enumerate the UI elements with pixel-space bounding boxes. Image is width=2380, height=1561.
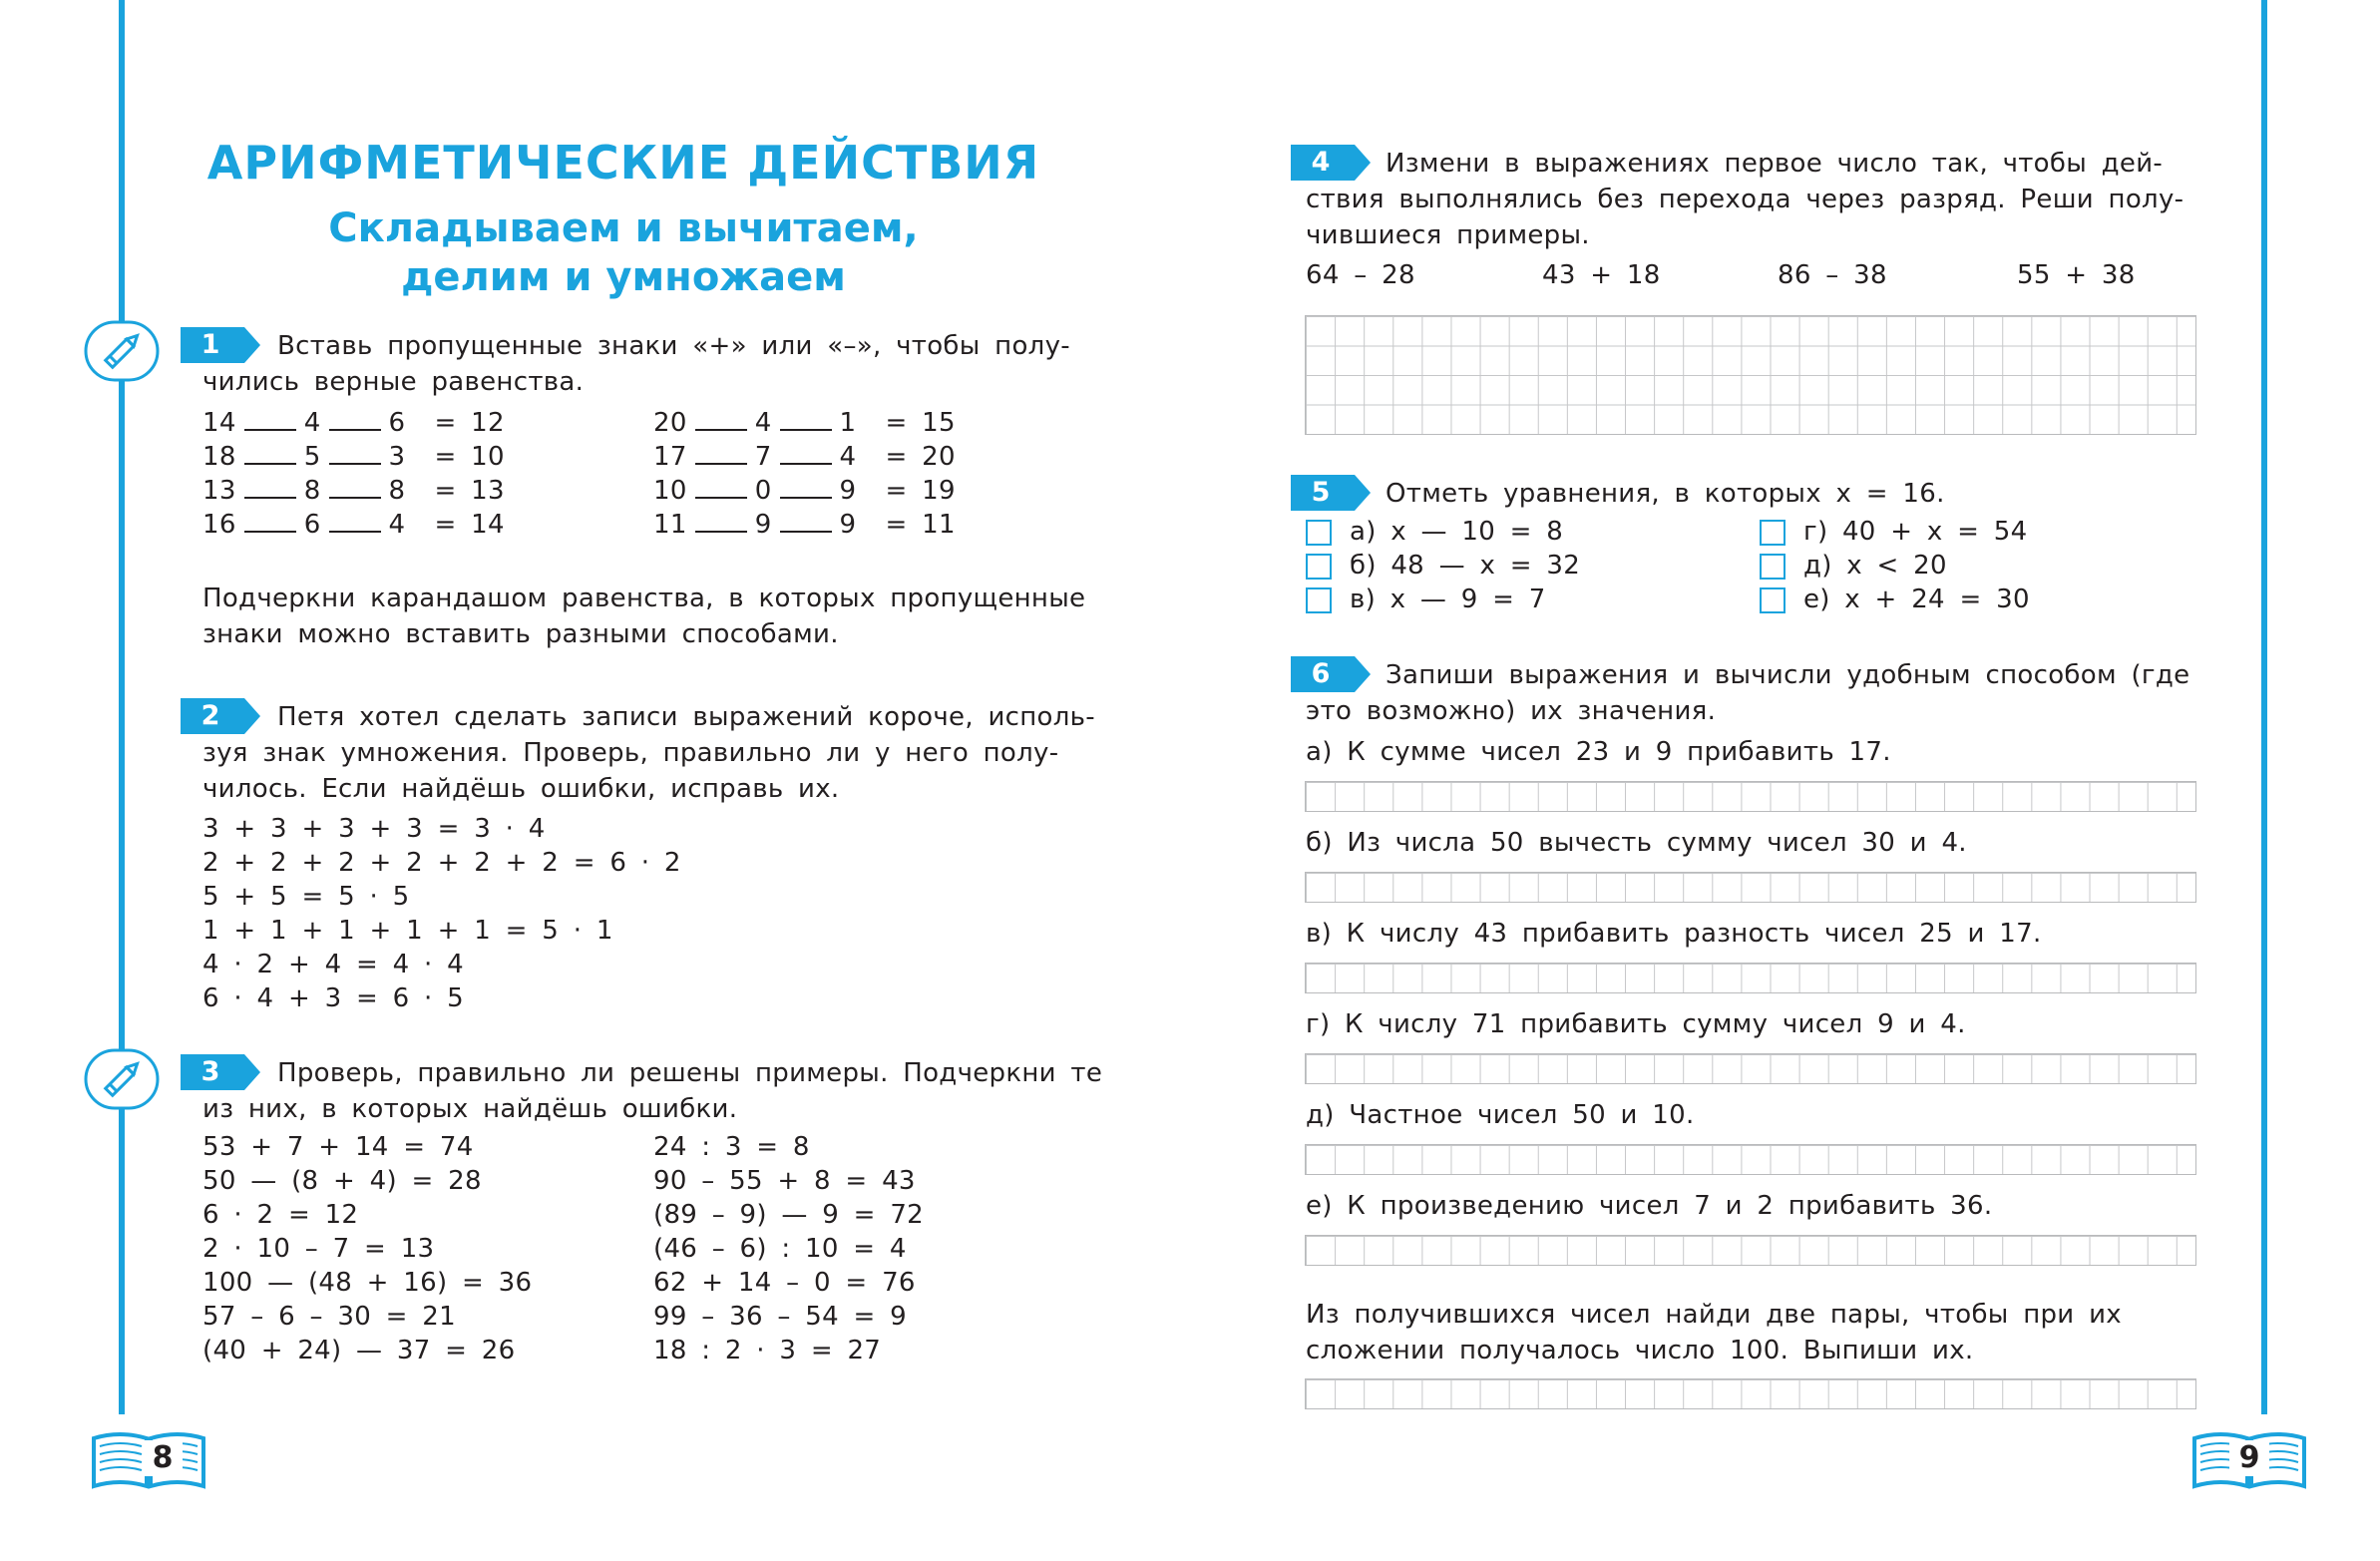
task-6-number: 6 [1311, 658, 1331, 689]
task-1-text-line2: чились верные равенства. [202, 367, 585, 397]
task-3-example: (40 + 24) — 37 = 26 [202, 1336, 516, 1366]
checkbox-v[interactable] [1306, 587, 1332, 613]
option-a-label: а) x — 10 = 8 [1350, 517, 1564, 547]
task-3-example: 2 · 10 – 7 = 13 [202, 1234, 435, 1264]
task-2-text-line3: чилось. Если найдёшь ошибки, исправь их. [202, 774, 840, 804]
task-4-number: 4 [1311, 147, 1331, 178]
task-3-example: 90 – 55 + 8 = 43 [653, 1166, 916, 1196]
answer-grid[interactable] [1305, 1144, 2196, 1175]
task-6-item: а) К сумме чисел 23 и 9 прибавить 17. [1306, 737, 1891, 767]
task-1-note-line2: знаки можно вставить разными способами. [202, 619, 839, 649]
task-3-example: 6 · 2 = 12 [202, 1200, 359, 1230]
checkbox-e[interactable] [1760, 587, 1785, 613]
task-3-example: 100 — (48 + 16) = 36 [202, 1268, 533, 1298]
task-3-number: 3 [200, 1056, 220, 1087]
answer-grid[interactable] [1305, 872, 2196, 903]
page-number: 8 [143, 1440, 183, 1476]
task-2-equation: 5 + 5 = 5 · 5 [202, 882, 410, 912]
task-3-example: 18 : 2 · 3 = 27 [653, 1336, 882, 1366]
task-2-text-line2: зуя знак умножения. Проверь, правильно ли у него полу- [202, 738, 1059, 768]
task-4-text-line1: Измени в выражениях первое число так, чтобы дей- [1386, 149, 2164, 179]
answer-grid[interactable] [1305, 315, 2196, 435]
task-6-item: г) К числу 71 прибавить сумму чисел 9 и 4. [1306, 1009, 1966, 1039]
task-1-note-line1: Подчеркни карандашом равенства, в которых пропущенные [202, 584, 1086, 613]
task-6-final-line2: сложении получалось число 100. Выпиши их. [1306, 1336, 1974, 1366]
task-3-badge [181, 1054, 262, 1090]
page-number: 9 [2229, 1440, 2269, 1476]
task-6-item: е) К произведению чисел 7 и 2 прибавить 36. [1306, 1191, 1993, 1221]
right-page-border [2261, 0, 2267, 1414]
task-3-example: 50 — (8 + 4) = 28 [202, 1166, 482, 1196]
task-1-equations-right [653, 405, 956, 543]
task-3-example: 99 – 36 – 54 = 9 [653, 1302, 907, 1332]
task-6-item: в) К числу 43 прибавить разность чисел 25 и 17. [1306, 919, 2042, 949]
task-6-badge [1291, 656, 1373, 692]
task-4-expression: 55 + 38 [2017, 260, 2136, 290]
task-2-equation: 1 + 1 + 1 + 1 + 1 = 5 · 1 [202, 916, 613, 946]
task-5-text-line1: Отметь уравнения, в которых x = 16. [1386, 479, 1945, 509]
task-1-text-line1: Вставь пропущенные знаки «+» или «–», чтобы полу- [277, 331, 1070, 361]
task-3-text-line1: Проверь, правильно ли решены примеры. Подчеркни те [277, 1058, 1103, 1088]
equation-row: 16 6 4 = 14 [202, 507, 505, 543]
task-5-badge [1291, 475, 1373, 511]
task-4-badge [1291, 145, 1373, 181]
page-subtitle-line1: Складываем и вычитаем, [328, 205, 919, 251]
task-3-example: 53 + 7 + 14 = 74 [202, 1132, 474, 1162]
task-2-badge [181, 698, 262, 734]
option-e-label: е) x + 24 = 30 [1803, 585, 2030, 614]
option-b-label: б) 48 — x = 32 [1350, 551, 1581, 581]
answer-grid[interactable] [1305, 1235, 2196, 1266]
page-subtitle-line2: делим и умножаем [401, 254, 846, 300]
equation-row: 20 4 1 = 15 [653, 405, 956, 441]
answer-grid[interactable] [1305, 1378, 2196, 1409]
task-4-expression: 64 – 28 [1306, 260, 1415, 290]
page-title: АРИФМЕТИЧЕСКИЕ ДЕЙСТВИЯ [206, 136, 1040, 190]
equation-row: 13 8 8 = 13 [202, 473, 505, 509]
option-g-label: г) 40 + x = 54 [1803, 517, 2028, 547]
task-1-equations-left [202, 405, 505, 543]
task-5-number: 5 [1311, 477, 1331, 508]
task-1-badge [181, 327, 262, 363]
task-2-equation: 2 + 2 + 2 + 2 + 2 + 2 = 6 · 2 [202, 848, 681, 878]
task-2-text-line1: Петя хотел сделать записи выражений короче, исполь- [277, 702, 1095, 732]
answer-grid[interactable] [1305, 1053, 2196, 1084]
equation-row: 14 4 6 = 12 [202, 405, 505, 441]
answer-grid[interactable] [1305, 963, 2196, 993]
task-6-text-line1: Запиши выражения и вычисли удобным способом (где [1386, 660, 2190, 690]
task-3-text-line2: из них, в которых найдёшь ошибки. [202, 1094, 738, 1124]
task-6-item: б) Из числа 50 вычесть сумму чисел 30 и 4. [1306, 828, 1967, 858]
task-2-equation: 6 · 4 + 3 = 6 · 5 [202, 983, 465, 1013]
pencil-icon [83, 1047, 161, 1111]
task-6-final-line1: Из получившихся чисел найди две пары, чтобы при их [1306, 1300, 2122, 1330]
task-4-expression: 86 – 38 [1778, 260, 1887, 290]
task-3-example: (89 – 9) — 9 = 72 [653, 1200, 925, 1230]
pencil-icon [83, 319, 161, 383]
task-2-equation: 3 + 3 + 3 + 3 = 3 · 4 [202, 814, 546, 844]
equation-row: 17 7 4 = 20 [653, 439, 956, 475]
answer-grid[interactable] [1305, 781, 2196, 812]
task-3-example: 24 : 3 = 8 [653, 1132, 810, 1162]
equation-row: 10 0 9 = 19 [653, 473, 956, 509]
task-4-expression: 43 + 18 [1542, 260, 1661, 290]
equation-row: 18 5 3 = 10 [202, 439, 505, 475]
checkbox-a[interactable] [1306, 520, 1332, 546]
task-1-number: 1 [200, 329, 220, 360]
equation-row: 11 9 9 = 11 [653, 507, 956, 543]
task-6-item: д) Частное чисел 50 и 10. [1306, 1100, 1695, 1130]
task-4-text-line2: ствия выполнялись без перехода через разряд. Реши полу- [1306, 185, 2184, 214]
task-2-number: 2 [200, 700, 220, 731]
task-3-example: 62 + 14 – 0 = 76 [653, 1268, 916, 1298]
checkbox-g[interactable] [1760, 520, 1785, 546]
left-page-border [119, 0, 125, 1414]
task-6-text-line2: это возможно) их значения. [1306, 696, 1717, 726]
checkbox-d[interactable] [1760, 554, 1785, 580]
option-d-label: д) x < 20 [1803, 551, 1947, 581]
checkbox-b[interactable] [1306, 554, 1332, 580]
task-3-example: 57 – 6 – 30 = 21 [202, 1302, 456, 1332]
option-v-label: в) x — 9 = 7 [1350, 585, 1546, 614]
task-2-equation: 4 · 2 + 4 = 4 · 4 [202, 950, 465, 979]
task-3-example: (46 – 6) : 10 = 4 [653, 1234, 907, 1264]
task-4-text-line3: чившиеся примеры. [1306, 220, 1590, 250]
